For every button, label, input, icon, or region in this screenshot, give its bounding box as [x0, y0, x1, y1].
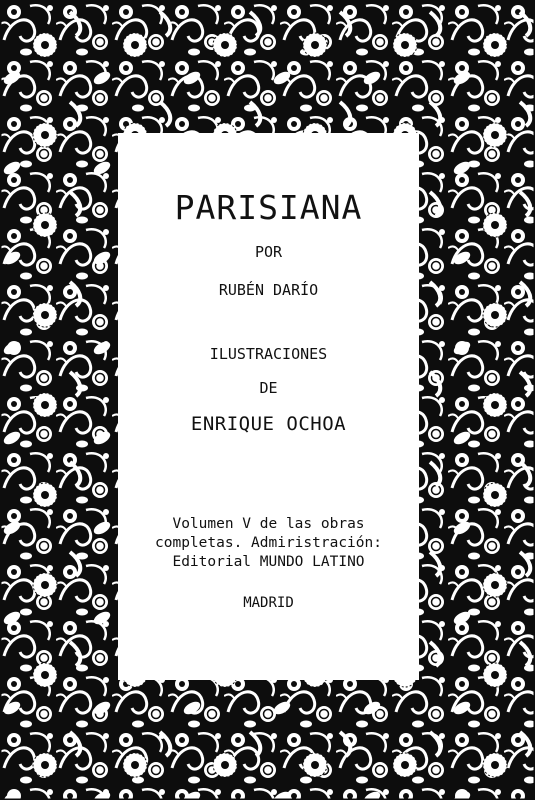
- publication-city: MADRID: [243, 595, 294, 611]
- publication-line: Editorial MUNDO LATINO: [172, 554, 365, 570]
- author-name: RUBÉN DARÍO: [218, 281, 319, 299]
- book-title: PARISIANA: [174, 188, 363, 227]
- by-label: POR: [254, 243, 283, 261]
- publication-note: [118, 515, 419, 572]
- of-label: DE: [259, 379, 278, 397]
- publication-line: Volumen V de las obras: [172, 516, 365, 532]
- illustrations-label: ILUSTRACIONES: [209, 345, 328, 363]
- title-panel: [118, 133, 419, 680]
- publication-line: completas. Admiristración:: [155, 535, 382, 551]
- illustrator-name: ENRIQUE OCHOA: [190, 413, 347, 435]
